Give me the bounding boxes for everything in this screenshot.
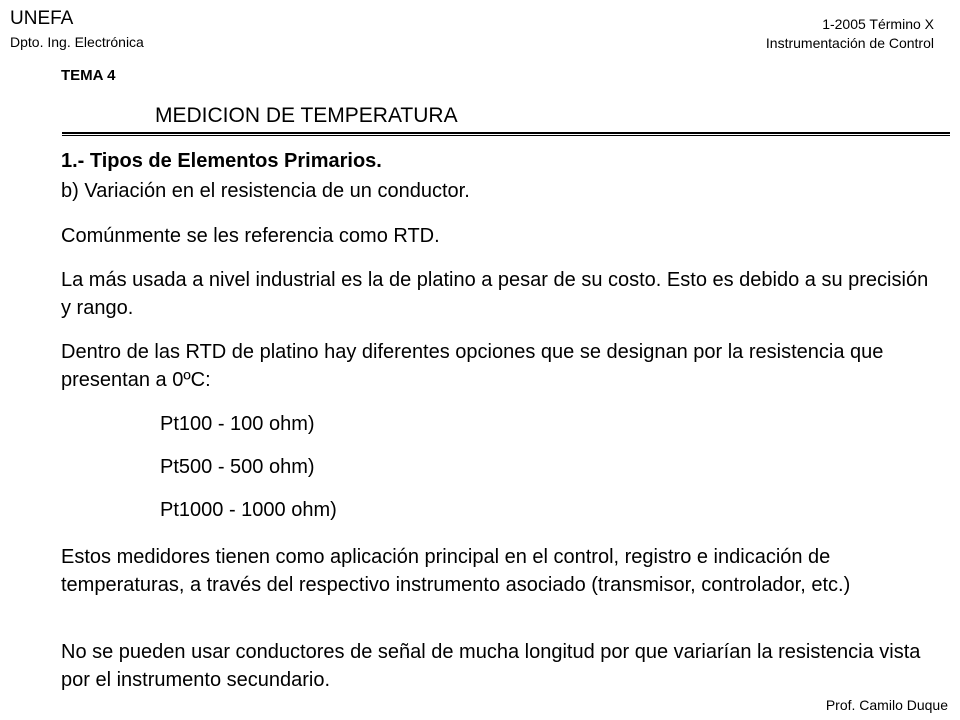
title-divider [62, 132, 950, 136]
page-title: MEDICION DE TEMPERATURA [155, 104, 458, 127]
paragraph-applications: Estos medidores tienen como aplicación principal en el control, registro e indicación de temperaturas, a través del respectivo instrumento asociado (transmisor, controlador, etc.) [61, 546, 851, 596]
paragraph-rtd-reference: Comúnmente se les referencia como RTD. [61, 225, 440, 247]
paragraph-platinum-options: Dentro de las RTD de platino hay diferentes opciones que se designan por la resistencia que presentan a 0ºC: [61, 341, 884, 391]
theme-label: TEMA 4 [61, 67, 116, 84]
paragraph-platinum-usage: La más usada a nivel industrial es la de platino a pesar de su costo. Esto es debido a su precisión y rango. [61, 269, 929, 319]
sensor-type-pt500: Pt500 - 500 ohm) [160, 456, 315, 478]
sensor-type-pt100: Pt100 - 100 ohm) [160, 413, 315, 435]
section-heading: 1.- Tipos de Elementos Primarios. [61, 150, 382, 172]
department-name: Dpto. Ing. Electrónica [10, 34, 144, 50]
course-name: Instrumentación de Control [765, 35, 934, 51]
paragraph-resistance-variation: b) Variación en el resistencia de un conductor. [61, 180, 470, 202]
organization-name: UNEFA [10, 8, 74, 29]
author-name: Prof. Camilo Duque [825, 697, 948, 713]
paragraph-conductor-length: No se pueden usar conductores de señal de mucha longitud por que variarían la resistencia vista por el instrumento secundario. [61, 641, 921, 691]
sensor-type-pt1000: Pt1000 - 1000 ohm) [160, 499, 337, 521]
course-term: 1-2005 Término X [822, 16, 934, 32]
